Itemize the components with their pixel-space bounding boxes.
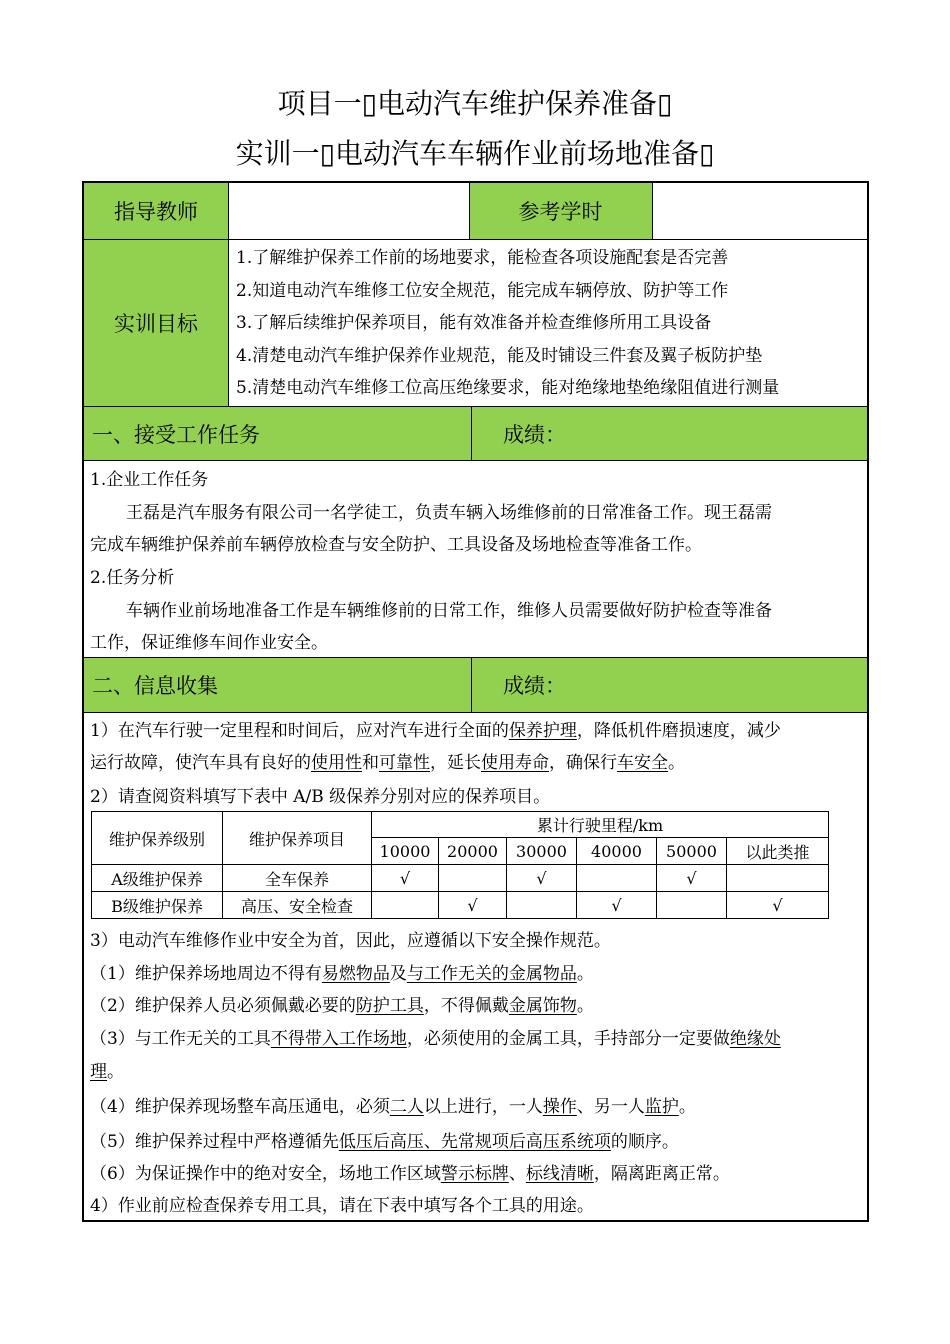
analysis-paragraph-line: 车辆作业前场地准备工作是车辆维修前的日常工作，维修人员需要做好防护检查等准备 (126, 601, 772, 621)
mileage-cell: 20000 (439, 838, 507, 865)
analysis-heading: 2.任务分析 (90, 568, 175, 588)
rule-3: （3）与工作无关的工具不得带入工作场地，必须使用的金属工具，手持部分一定要做绝缘处 (90, 1029, 781, 1049)
objective-item: 2.知道电动汽车维修工位安全规范，能完成车辆停放、防护等工作 (236, 281, 729, 301)
objectives-label-cell (84, 240, 228, 406)
rule-6: （6）为保证操作中的绝对安全，场地工作区域警示标牌、标线清晰，隔离距离正常。 (90, 1164, 730, 1184)
answer-blank: 低压后高压、先常规项后高压系统项 (338, 1132, 611, 1152)
objective-item: 5.清楚电动汽车维修工位高压绝缘要求，能对绝缘地垫绝缘阻值进行测量 (236, 378, 780, 398)
task-paragraph-line: 王磊是汽车服务有限公司一名学徒工，负责车辆入场维修前的日常准备工作。现王磊需 (126, 503, 772, 523)
check-cell[interactable] (439, 865, 507, 892)
check-cell[interactable] (507, 892, 577, 919)
mileage-cell: 30000 (507, 838, 577, 865)
table-row (92, 865, 829, 892)
worksheet-frame (82, 181, 869, 1222)
check-cell[interactable] (657, 892, 727, 919)
rule-3-continued: 理。 (90, 1062, 124, 1082)
section1-score-label: 成绩： (503, 423, 566, 447)
table-row (92, 892, 829, 919)
teacher-label: 指导教师 (114, 200, 198, 224)
mileage-cell: 40000 (577, 838, 657, 865)
question-1-line-2: 运行故障，使汽车具有良好的使用性和可靠性，延长使用寿命，确保行车安全。 (90, 753, 685, 773)
question-4: 4）作业前应检查保养专用工具，请在下表中填写各个工具的用途。 (90, 1196, 594, 1216)
section2-title: 二、信息收集 (92, 674, 218, 698)
answer-blank: 使用性 (311, 753, 362, 773)
rule-2: （2）维护保养人员必须佩戴必要的防护工具，不得佩戴金属饰物。 (90, 996, 594, 1016)
maintenance-level-table (91, 811, 829, 919)
title-line-1: 项目一▯电动汽车维护保养准备▯ (277, 87, 673, 120)
check-cell[interactable] (727, 865, 829, 892)
item-cell: 全车保养 (223, 865, 372, 892)
answer-blank: 保养护理 (508, 721, 577, 741)
teacher-label-cell (84, 183, 228, 239)
answer-blank: 车安全 (617, 753, 668, 773)
answer-blank: 与工作无关的金属物品 (406, 964, 577, 984)
task-paragraph-line: 完成车辆维护保养前车辆停放检查与安全防护、工具设备及场地检查等准备工作。 (90, 535, 702, 555)
col-header-level: 维护保养级别 (92, 812, 223, 865)
col-header-mileage: 累计行驶里程/km (372, 812, 829, 838)
answer-blank: 不得带入工作场地 (270, 1029, 407, 1049)
objective-item: 3.了解后续维护保养项目，能有效准备并检查维修所用工具设备 (236, 313, 712, 333)
objective-item: 4.清楚电动汽车维护保养作业规范，能及时铺设三件套及翼子板防护垫 (236, 346, 763, 366)
check-cell[interactable]: √ (577, 892, 657, 919)
check-cell[interactable]: √ (439, 892, 507, 919)
answer-blank: 标线清晰 (525, 1164, 594, 1184)
teacher-value-cell[interactable] (228, 183, 469, 239)
objectives-label: 实训目标 (114, 312, 198, 336)
answer-blank: 易燃物品 (321, 964, 390, 984)
answer-blank: 防护工具 (355, 996, 424, 1016)
level-cell: A级维护保养 (92, 865, 223, 892)
section1-title-cell (84, 407, 471, 460)
objectives-list (229, 240, 867, 406)
mileage-cell: 以此类推 (727, 838, 829, 865)
level-cell: B级维护保养 (92, 892, 223, 919)
hours-label: 参考学时 (518, 200, 603, 224)
answer-blank: 绝缘处 (729, 1029, 781, 1049)
answer-blank: 监护 (644, 1097, 679, 1117)
answer-blank: 警示标牌 (440, 1164, 509, 1184)
item-cell: 高压、安全检查 (223, 892, 372, 919)
check-cell[interactable]: √ (657, 865, 727, 892)
mileage-cell: 10000 (372, 838, 439, 865)
hours-value-cell[interactable] (652, 183, 867, 239)
answer-blank: 金属饰物 (508, 996, 577, 1016)
check-cell[interactable] (372, 892, 439, 919)
check-cell[interactable]: √ (727, 892, 829, 919)
check-cell[interactable] (577, 865, 657, 892)
rule-4: （4）维护保养现场整车高压通电，必须二人以上进行，一人操作、另一人监护。 (90, 1097, 696, 1117)
check-cell[interactable]: √ (507, 865, 577, 892)
section1-title: 一、接受工作任务 (92, 423, 260, 447)
answer-blank: 理 (90, 1062, 107, 1082)
question-2: 2）请查阅资料填写下表中 A/B 级保养分别对应的保养项目。 (90, 787, 551, 807)
section2-score-label: 成绩： (503, 674, 566, 698)
section2-title-cell (84, 658, 471, 712)
section1-score-cell (472, 407, 867, 460)
col-header-item: 维护保养项目 (223, 812, 372, 865)
answer-blank: 可靠性 (379, 753, 430, 773)
objective-item: 1.了解维护保养工作前的场地要求，能检查各项设施配套是否完善 (236, 248, 729, 268)
rule-1: （1）维护保养场地周边不得有易燃物品及与工作无关的金属物品。 (90, 964, 594, 984)
hours-label-cell (469, 183, 652, 239)
answer-blank: 二人 (389, 1097, 424, 1117)
title-line-2: 实训一▯电动汽车车辆作业前场地准备▯ (235, 137, 715, 170)
rule-5: （5）维护保养过程中严格遵循先低压后高压、先常规项后高压系统项的顺序。 (90, 1132, 679, 1152)
question-1-line-1: 1）在汽车行驶一定里程和时间后，应对汽车进行全面的保养护理，降低机件磨损速度，减少 (90, 721, 781, 741)
check-cell[interactable]: √ (372, 865, 439, 892)
section2-score-cell (472, 658, 867, 712)
task-heading: 1.企业工作任务 (90, 470, 209, 490)
answer-blank: 操作 (542, 1097, 577, 1117)
answer-blank: 使用寿命 (481, 753, 549, 773)
mileage-cell: 50000 (657, 838, 727, 865)
question-3: 3）电动汽车维修作业中安全为首，因此，应遵循以下安全操作规范。 (90, 931, 611, 951)
analysis-paragraph-line: 工作，保证维修车间作业安全。 (90, 633, 328, 653)
